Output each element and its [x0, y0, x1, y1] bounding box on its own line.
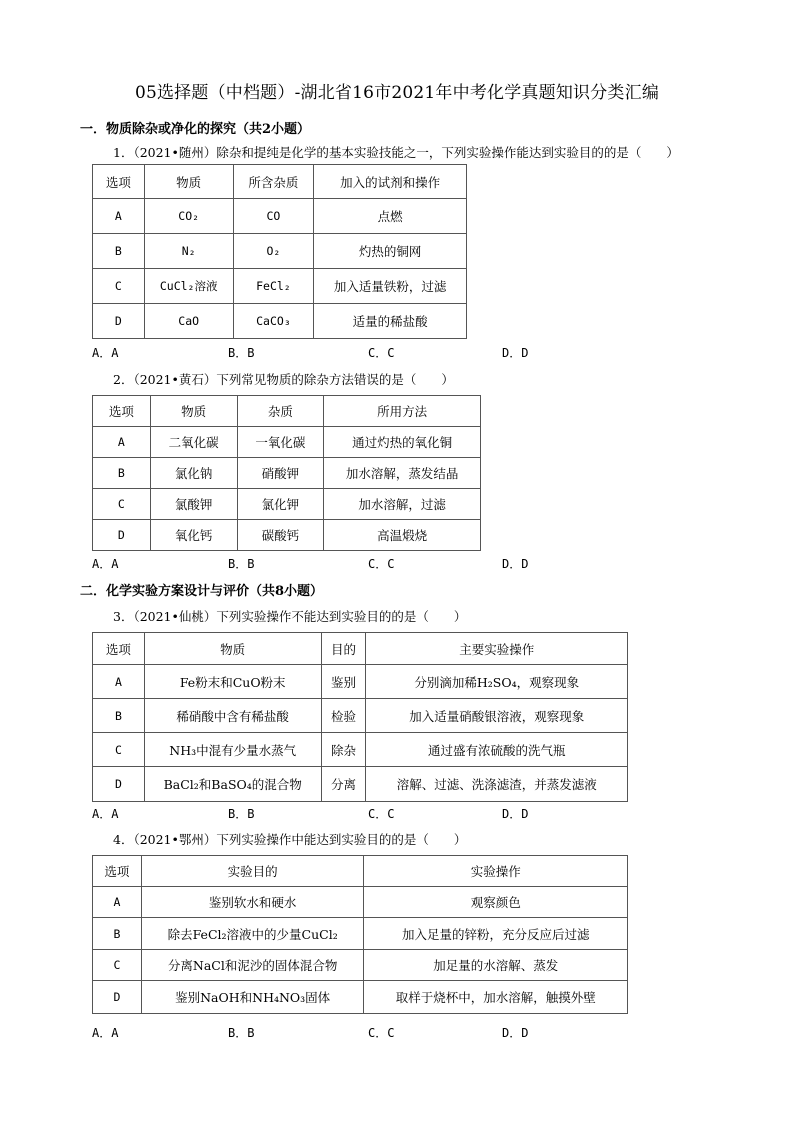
table-cell: 通过灼热的氧化铜 — [324, 427, 481, 458]
table-cell: D — [93, 767, 145, 802]
table-cell: B — [93, 458, 151, 489]
table-row — [93, 950, 628, 981]
option-c[interactable]: C．C — [368, 557, 395, 571]
option-d[interactable]: D．D — [502, 1026, 529, 1040]
table-cell: C — [93, 489, 151, 520]
table-cell: A — [93, 887, 142, 918]
table-cell: 一氧化碳 — [237, 427, 324, 458]
table-header: 选项 — [93, 396, 151, 427]
table-header: 主要实验操作 — [366, 633, 628, 665]
table-header: 实验操作 — [364, 856, 628, 887]
option-b[interactable]: B．B — [228, 1026, 255, 1040]
table-header-row — [93, 856, 628, 887]
table-cell: 加入足量的锌粉，充分反应后过滤 — [364, 918, 628, 950]
table-cell: B — [93, 234, 145, 269]
question-2-text: 2．（2021•黄石）下列常见物质的除杂方法错误的是（ ） — [113, 372, 454, 387]
table-cell: 加足量的水溶解、蒸发 — [364, 950, 628, 981]
table-header-row — [93, 165, 467, 199]
table-row — [93, 520, 481, 551]
question-3-table — [92, 632, 628, 802]
table-cell: 鉴别NaOH和NH₄NO₃固体 — [141, 981, 364, 1014]
table-header: 物质 — [144, 633, 321, 665]
table-row — [93, 665, 628, 699]
table-cell: CuCl₂溶液 — [144, 269, 233, 304]
page-title: 05选择题（中档题）-湖北省16市2021年中考化学真题知识分类汇编 — [134, 83, 660, 103]
option-a[interactable]: A．A — [92, 1026, 119, 1040]
option-b[interactable]: B．B — [228, 807, 255, 821]
table-cell: 溶解、过滤、洗涤滤渣，并蒸发滤液 — [366, 767, 628, 802]
table-cell: A — [93, 199, 145, 234]
table-cell: BaCl₂和BaSO₄的混合物 — [144, 767, 321, 802]
table-header-row — [93, 396, 481, 427]
table-row — [93, 767, 628, 802]
option-c[interactable]: C．C — [368, 1026, 395, 1040]
table-cell: 检验 — [321, 699, 366, 733]
table-header: 目的 — [321, 633, 366, 665]
table-cell: 氯酸钾 — [150, 489, 237, 520]
table-cell: C — [93, 733, 145, 767]
table-cell: 氯化钠 — [150, 458, 237, 489]
table-cell: D — [93, 981, 142, 1014]
question-1-table — [92, 164, 467, 339]
table-cell: D — [93, 304, 145, 339]
table-header: 杂质 — [237, 396, 324, 427]
table-row — [93, 489, 481, 520]
table-cell: A — [93, 665, 145, 699]
table-cell: 硝酸钾 — [237, 458, 324, 489]
table-header: 物质 — [144, 165, 233, 199]
option-a[interactable]: A．A — [92, 557, 119, 571]
table-header: 选项 — [93, 856, 142, 887]
section-heading: 二．化学实验方案设计与评价（共8小题） — [80, 584, 324, 599]
table-cell: Fe粉末和CuO粉末 — [144, 665, 321, 699]
table-cell: O₂ — [233, 234, 314, 269]
table-cell: CaCO₃ — [233, 304, 314, 339]
question-3-text: 3．（2021•仙桃）下列实验操作不能达到实验目的的是（ ） — [113, 609, 467, 624]
table-cell: 加入适量硝酸银溶液，观察现象 — [366, 699, 628, 733]
table-cell: CO₂ — [144, 199, 233, 234]
table-cell: C — [93, 950, 142, 981]
table-cell: 稀硝酸中含有稀盐酸 — [144, 699, 321, 733]
table-row — [93, 733, 628, 767]
question-4-table — [92, 855, 628, 1014]
table-row — [93, 981, 628, 1014]
table-row — [93, 887, 628, 918]
option-a[interactable]: A．A — [92, 346, 119, 360]
table-header: 选项 — [93, 165, 145, 199]
table-cell: 高温煅烧 — [324, 520, 481, 551]
table-row — [93, 427, 481, 458]
table-header: 物质 — [150, 396, 237, 427]
table-cell: 观察颜色 — [364, 887, 628, 918]
table-header: 所用方法 — [324, 396, 481, 427]
table-cell: 加水溶解，蒸发结晶 — [324, 458, 481, 489]
table-cell: 分离NaCl和泥沙的固体混合物 — [141, 950, 364, 981]
table-cell: 氯化钾 — [237, 489, 324, 520]
table-row — [93, 269, 467, 304]
table-cell: 加入适量铁粉，过滤 — [314, 269, 467, 304]
table-row — [93, 199, 467, 234]
table-cell: 加水溶解，过滤 — [324, 489, 481, 520]
table-cell: D — [93, 520, 151, 551]
question-4-text: 4．（2021•鄂州）下列实验操作中能达到实验目的的是（ ） — [113, 832, 467, 847]
table-cell: A — [93, 427, 151, 458]
table-header: 所含杂质 — [233, 165, 314, 199]
table-cell: CaO — [144, 304, 233, 339]
question-1-text: 1．（2021•随州）除杂和提纯是化学的基本实验技能之一，下列实验操作能达到实验目的的是（ ） — [113, 145, 679, 160]
table-cell: B — [93, 918, 142, 950]
table-row — [93, 304, 467, 339]
option-c[interactable]: C．C — [368, 807, 395, 821]
table-cell: 除杂 — [321, 733, 366, 767]
table-row — [93, 234, 467, 269]
option-d[interactable]: D．D — [502, 346, 529, 360]
table-cell: 除去FeCl₂溶液中的少量CuCl₂ — [141, 918, 364, 950]
table-cell: 通过盛有浓硫酸的洗气瓶 — [366, 733, 628, 767]
option-a[interactable]: A．A — [92, 807, 119, 821]
table-cell: FeCl₂ — [233, 269, 314, 304]
table-cell: 碳酸钙 — [237, 520, 324, 551]
table-cell: CO — [233, 199, 314, 234]
table-cell: C — [93, 269, 145, 304]
table-cell: N₂ — [144, 234, 233, 269]
table-header: 选项 — [93, 633, 145, 665]
table-row — [93, 458, 481, 489]
table-cell: 鉴别 — [321, 665, 366, 699]
table-header: 加入的试剂和操作 — [314, 165, 467, 199]
option-b[interactable]: B．B — [228, 557, 255, 571]
table-row — [93, 699, 628, 733]
option-c[interactable]: C．C — [368, 346, 395, 360]
question-2-table — [92, 395, 481, 551]
table-cell: 分别滴加稀H₂SO₄，观察现象 — [366, 665, 628, 699]
table-cell: 鉴别软水和硬水 — [141, 887, 364, 918]
table-cell: 适量的稀盐酸 — [314, 304, 467, 339]
option-b[interactable]: B．B — [228, 346, 255, 360]
table-cell: B — [93, 699, 145, 733]
table-cell: 氧化钙 — [150, 520, 237, 551]
section-heading: 一．物质除杂或净化的探究（共2小题） — [80, 122, 311, 137]
table-cell: NH₃中混有少量水蒸气 — [144, 733, 321, 767]
option-d[interactable]: D．D — [502, 557, 529, 571]
table-cell: 取样于烧杯中，加水溶解，触摸外壁 — [364, 981, 628, 1014]
table-row — [93, 918, 628, 950]
table-cell: 点燃 — [314, 199, 467, 234]
table-header-row — [93, 633, 628, 665]
table-cell: 分离 — [321, 767, 366, 802]
option-d[interactable]: D．D — [502, 807, 529, 821]
table-cell: 灼热的铜网 — [314, 234, 467, 269]
table-header: 实验目的 — [141, 856, 364, 887]
table-cell: 二氧化碳 — [150, 427, 237, 458]
